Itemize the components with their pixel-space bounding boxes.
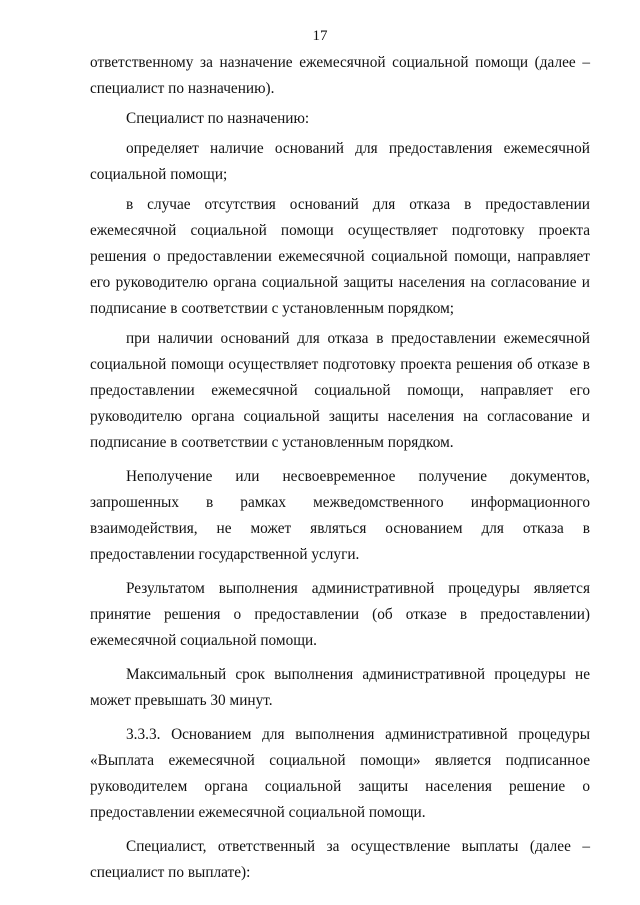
paragraph-procedure-result: Результатом выполнения административной процедуры является принятие решения о предоставлении (об отказе в предоставлении) ежемесячной социальной помощи.	[90, 580, 590, 649]
paragraph-determines-grounds: определяет наличие оснований для предоставления ежемесячной социальной помощи;	[90, 140, 590, 183]
paragraph-specialist-heading: Специалист по назначению:	[126, 110, 310, 127]
document-body	[90, 50, 590, 894]
paragraph-payment-specialist: Специалист, ответственный за осуществление выплаты (далее – специалист по выплате):	[90, 838, 590, 881]
paragraph-continuation: ответственному за назначение ежемесячной социальной помощи (далее – специалист по назначению).	[90, 54, 590, 97]
paragraph-no-refusal-grounds: в случае отсутствия оснований для отказа в предоставлении ежемесячной социальной помощи осуществляет подготовку проекта решения о предоставлении ежемесячной социальной помощи, направляет его руководителю органа социальной защиты населения на согласование и подписание в соответствии с установленным порядком;	[90, 196, 590, 317]
page-number: 17	[312, 28, 328, 44]
paragraph-max-duration: Максимальный срок выполнения административной процедуры не может превышать 30 минут.	[90, 666, 590, 709]
paragraph-refusal-grounds: при наличии оснований для отказа в предоставлении ежемесячной социальной помощи осуществляет подготовку проекта решения об отказе в предоставлении ежемесячной социальной помощи, направляет его руководителю органа социальной защиты населения на согласование и подписание в соответствии с установленным порядком.	[90, 330, 590, 451]
paragraph-section-3-3-3: 3.3.3. Основанием для выполнения административной процедуры «Выплата ежемесячной социальной помощи» является подписанное руководителем органа социальной защиты населения решение о предоставлении ежемесячной социальной помощи.	[90, 726, 590, 821]
paragraph-non-receipt-documents: Неполучение или несвоевременное получение документов, запрошенных в рамках межведомственного информационного взаимодействия, не может являться основанием для отказа в предоставлении государственной услуги.	[90, 468, 590, 563]
